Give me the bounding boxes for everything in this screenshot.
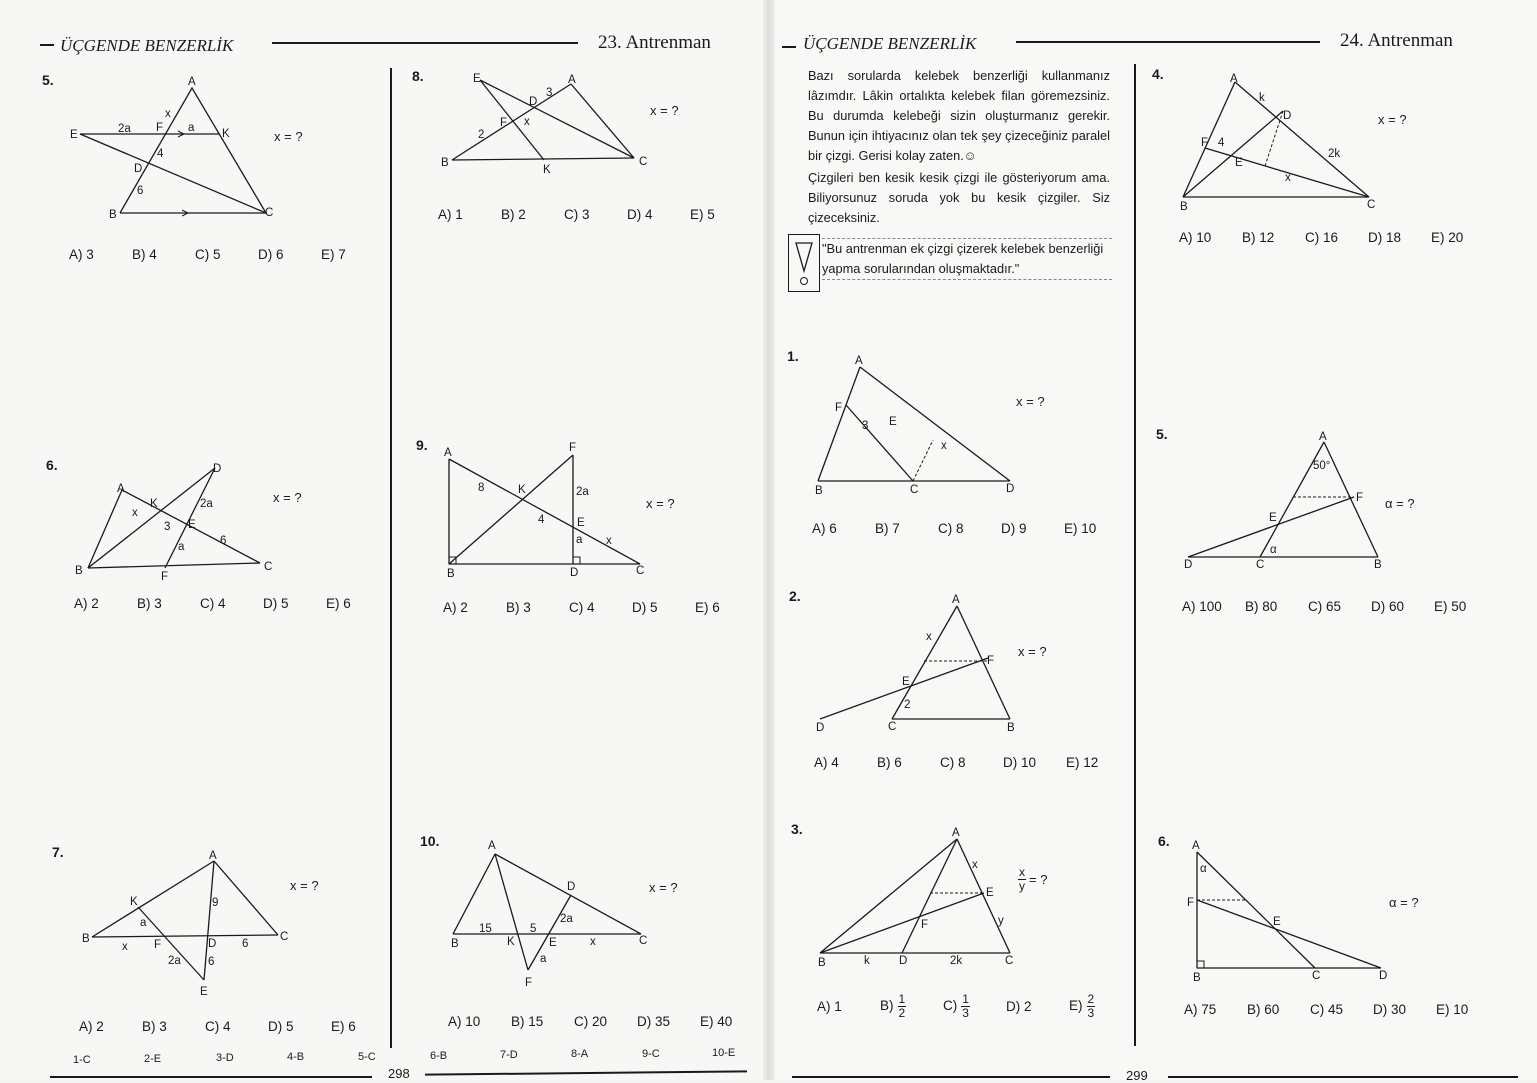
q9-label: a	[576, 534, 583, 546]
option-b[interactable]: B) 3	[137, 596, 162, 611]
q7-label: B	[82, 933, 90, 945]
q9-label: 4	[538, 514, 545, 526]
q10-label: C	[639, 935, 648, 947]
r-q1-label: A	[855, 355, 863, 367]
r-q3-label: E	[986, 887, 994, 899]
option-b[interactable]: B) $\frac{1}{2}$	[880, 992, 906, 1020]
q5-options	[69, 247, 361, 262]
q6-label: F	[161, 571, 169, 583]
option-d[interactable]: D) 4	[627, 207, 653, 222]
q10-label: B	[451, 938, 459, 950]
r-q3-options	[817, 993, 1119, 1020]
option-d[interactable]: D) 2	[1006, 999, 1032, 1014]
question-number: 4.	[1152, 66, 1164, 82]
q7-label: 9	[212, 897, 219, 909]
r-q4-label: A	[1230, 73, 1238, 85]
footer-rule	[792, 1076, 1110, 1078]
question-number: 5.	[42, 72, 54, 88]
option-e[interactable]: E) 50	[1434, 599, 1467, 614]
q9-label: F	[569, 442, 577, 454]
option-d[interactable]: D) 18	[1368, 230, 1402, 245]
q9-label: C	[636, 565, 645, 577]
option-e[interactable]: E) 5	[690, 207, 715, 222]
r-q6-label: F	[1187, 897, 1195, 909]
q5-ask: x = ?	[274, 129, 303, 144]
r-q3-label: y	[998, 915, 1004, 927]
footer-rule	[50, 1076, 372, 1078]
r-q6-label: A	[1192, 840, 1200, 852]
q5-label: x	[165, 108, 171, 120]
r-q4-label: C	[1367, 199, 1376, 211]
r-q5-ask: α = ?	[1385, 496, 1415, 511]
q7-label: 6	[208, 956, 215, 968]
note-callout	[788, 234, 1110, 292]
q7-label: D	[208, 938, 217, 950]
option-b[interactable]: B) 12	[1242, 230, 1275, 245]
q5-label: D	[134, 163, 143, 175]
intro-text	[808, 66, 1110, 230]
question-number: 6.	[46, 457, 58, 473]
footer-rule	[1168, 1076, 1518, 1078]
option-a[interactable]: A) 1	[817, 999, 842, 1014]
option-e[interactable]: E) 6	[695, 600, 720, 615]
q10-options	[448, 1014, 740, 1029]
header-dash-left	[782, 46, 796, 48]
q8-label: x	[524, 116, 530, 128]
answer-key-item: 10-E	[712, 1047, 736, 1059]
intro-paragraph: Bazı sorularda kelebek benzerliği kullanmanız lâzımdır. Lâkin ortalıkta kelebek filan göremezsiniz. Bu durumda kelebeği sizin oluşturmanız gerekir. Bunun için ihtiyacınız olan tek şey çizeceğiniz paralel bir çizgi. Gerisi kolay zaten.☺	[808, 68, 1110, 163]
r-q4-label: k	[1259, 92, 1265, 104]
page-number: 299	[1126, 1068, 1148, 1083]
q6-options	[74, 596, 366, 611]
r-q3-label: k	[864, 955, 870, 967]
r-q6-ask: α = ?	[1389, 895, 1419, 910]
r-q2-options	[814, 755, 1106, 770]
option-b[interactable]: B) 15	[511, 1014, 544, 1029]
r-q4-label: D	[1283, 110, 1292, 122]
r-q2-label: 2	[904, 699, 911, 711]
q6-label: x	[132, 507, 138, 519]
q6-label: a	[178, 541, 185, 553]
question-number: 6.	[1158, 833, 1170, 849]
r-q5-figure	[1180, 430, 1460, 580]
r-q3-ask-tail: = ?	[1029, 872, 1048, 887]
q6-label: 2a	[200, 498, 213, 510]
page-number: 298	[388, 1066, 410, 1081]
r-q1-label: D	[1006, 483, 1015, 495]
r-q5-label: C	[1256, 559, 1265, 571]
option-d[interactable]: D) 9	[1001, 521, 1027, 536]
r-q5-label: A	[1319, 431, 1327, 443]
header-dash-left	[40, 44, 54, 46]
q10-label: x	[590, 936, 596, 948]
q9-label: A	[444, 447, 452, 459]
intro-paragraph: Çizgileri ben kesik kesik çizgi ile gösteriyorum ama. Biliyorsunuz soruda yok bu kesik çizgiler. Siz çizeceksiniz.	[808, 170, 1110, 225]
q9-figure	[440, 440, 730, 590]
q10-figure	[445, 840, 735, 990]
q10-label: D	[567, 881, 576, 893]
q10-label: 15	[479, 923, 492, 935]
q6-ask: x = ?	[273, 490, 302, 505]
r-q1-options	[812, 521, 1104, 536]
q8-label: F	[500, 117, 508, 129]
r-q2-label: x	[926, 631, 932, 643]
r-q2-label: B	[1007, 722, 1015, 734]
q5-label: B	[109, 209, 117, 221]
q7-label: K	[130, 896, 138, 908]
option-c[interactable]: C) 20	[574, 1014, 608, 1029]
q6-label: 3	[164, 521, 171, 533]
question-number: 7.	[52, 844, 64, 860]
r-q5-label: B	[1374, 559, 1382, 571]
left-header-rule	[272, 42, 578, 44]
option-e[interactable]: E) 10	[1064, 521, 1097, 536]
option-d[interactable]: D) 5	[632, 600, 658, 615]
option-c[interactable]: C) 4	[200, 596, 226, 611]
answer-key-item: 8-A	[571, 1048, 589, 1060]
q8-label: C	[639, 156, 648, 168]
option-d[interactable]: D) 5	[268, 1019, 294, 1034]
r-q4-label: F	[1201, 137, 1209, 149]
option-b[interactable]: B) 3	[506, 600, 531, 615]
option-b[interactable]: B) 4	[132, 247, 157, 262]
r-q1-label: F	[835, 402, 843, 414]
q8-ask: x = ?	[650, 103, 679, 118]
q9-label: x	[606, 535, 612, 547]
option-b[interactable]: B) 80	[1245, 599, 1278, 614]
option-c[interactable]: C) 65	[1308, 599, 1342, 614]
q6-label: B	[75, 565, 83, 577]
r-q1-label: E	[889, 416, 897, 428]
q6-label: E	[188, 519, 196, 531]
q5-label: E	[70, 129, 78, 141]
option-a[interactable]: A) 10	[448, 1014, 481, 1029]
option-d[interactable]: D) 5	[263, 596, 289, 611]
answer-key-item: 5-C	[358, 1051, 376, 1063]
question-number: 5.	[1156, 426, 1168, 442]
r-q2-ask: x = ?	[1018, 644, 1047, 659]
q9-label: E	[577, 517, 585, 529]
option-b[interactable]: B) 3	[142, 1019, 167, 1034]
right-header-training: 24. Antrenman	[1340, 30, 1453, 51]
right-column-divider	[1134, 64, 1136, 1046]
q5-label: 4	[157, 148, 164, 160]
book-spine	[763, 0, 775, 1080]
answer-key-item: 9-C	[642, 1048, 660, 1060]
option-c[interactable]: C) $\frac{1}{3}$	[943, 992, 969, 1020]
r-q4-label: B	[1180, 201, 1188, 213]
q9-label: B	[447, 568, 455, 580]
option-e[interactable]: E) 7	[321, 247, 346, 262]
q9-label: K	[518, 484, 526, 496]
q5-label: a	[188, 122, 195, 134]
q7-label: x	[122, 941, 128, 953]
r-q3-label: B	[818, 957, 826, 969]
q8-label: A	[568, 74, 576, 86]
option-a[interactable]: A) 2	[79, 1019, 104, 1034]
q5-label: 6	[137, 185, 144, 197]
r-q3-ask-denominator: y	[1019, 879, 1025, 893]
q5-label: A	[188, 76, 196, 88]
right-header-rule	[1016, 41, 1320, 43]
option-a[interactable]: A) 2	[74, 596, 99, 611]
option-b[interactable]: B) 2	[501, 207, 526, 222]
option-c[interactable]: C) 45	[1310, 1002, 1344, 1017]
option-a[interactable]: A) 75	[1184, 1002, 1217, 1017]
answer-key-item: 7-D	[500, 1049, 518, 1061]
r-q1-label: B	[815, 485, 823, 497]
option-e[interactable]: E) 40	[700, 1014, 733, 1029]
option-a[interactable]: A) 10	[1179, 230, 1212, 245]
option-e[interactable]: E) 6	[326, 596, 351, 611]
r-q6-label: C	[1312, 970, 1321, 982]
q8-options	[438, 207, 730, 222]
r-q1-label: C	[910, 484, 919, 496]
q8-label: 3	[546, 87, 553, 99]
q7-options	[79, 1019, 371, 1034]
r-q4-label: 2k	[1328, 148, 1341, 160]
q9-options	[443, 600, 735, 615]
q9-label: 8	[478, 482, 485, 494]
r-q3-label: x	[972, 859, 978, 871]
r-q5-label: F	[1356, 492, 1364, 504]
q10-ask: x = ?	[649, 880, 678, 895]
r-q6-figure	[1185, 838, 1465, 988]
r-q6-label: α	[1200, 863, 1207, 875]
r-q1-label: 3	[862, 420, 869, 432]
answer-key-item: 1-C	[73, 1054, 91, 1066]
q10-label: a	[540, 953, 547, 965]
q6-label: K	[150, 498, 158, 510]
option-b[interactable]: B) 7	[875, 521, 900, 536]
r-q5-label: 50°	[1313, 460, 1331, 472]
note-text: "Bu antrenman ek çizgi çizerek kelebek benzerliği yapma sorularından oluşmaktadır."	[822, 238, 1112, 280]
r-q4-figure	[1175, 70, 1455, 220]
q7-ask: x = ?	[290, 878, 319, 893]
q7-label: F	[154, 939, 162, 951]
r-q3-ask	[1018, 866, 1047, 893]
option-e[interactable]: E) 6	[331, 1019, 356, 1034]
option-d[interactable]: D) 35	[637, 1014, 671, 1029]
q8-figure	[440, 72, 730, 182]
q6-label: A	[117, 483, 125, 495]
option-d[interactable]: D) 30	[1373, 1002, 1407, 1017]
q5-label: K	[222, 128, 230, 140]
r-q2-label: D	[816, 722, 825, 734]
r-q6-label: B	[1193, 972, 1201, 984]
option-e[interactable]: E) 10	[1436, 1002, 1469, 1017]
left-header-title: ÜÇGENDE BENZERLİK	[60, 36, 234, 55]
q6-label: C	[264, 561, 273, 573]
q9-label: 2a	[576, 486, 589, 498]
r-q2-label: C	[888, 721, 897, 733]
left-header-training: 23. Antrenman	[598, 32, 711, 53]
question-number: 3.	[791, 821, 803, 837]
q10-label: 2a	[560, 913, 573, 925]
q10-label: K	[507, 936, 515, 948]
r-q1-ask: x = ?	[1016, 394, 1045, 409]
q7-figure	[80, 850, 360, 1000]
r-q4-label: 4	[1218, 137, 1225, 149]
option-a[interactable]: A) 100	[1182, 599, 1222, 614]
option-c[interactable]: C) 16	[1305, 230, 1339, 245]
r-q6-options	[1184, 1002, 1476, 1017]
q7-label: E	[200, 986, 208, 998]
q8-label: K	[543, 164, 551, 176]
q7-label: 2a	[168, 955, 181, 967]
q8-label: 2	[478, 129, 485, 141]
q6-label: 6	[220, 535, 227, 547]
r-q2-figure	[812, 594, 1092, 744]
q7-label: A	[209, 850, 217, 862]
q6-label: D	[213, 463, 222, 475]
q8-label: E	[473, 73, 481, 85]
option-d[interactable]: D) 60	[1371, 599, 1405, 614]
q10-label: 5	[530, 923, 537, 935]
option-d[interactable]: D) 6	[258, 247, 284, 262]
option-b[interactable]: B) 60	[1247, 1002, 1280, 1017]
q7-label: a	[140, 917, 147, 929]
q9-ask: x = ?	[646, 496, 675, 511]
q7-label: C	[280, 931, 289, 943]
q5-label: F	[156, 122, 164, 134]
r-q3-ask-numerator: x	[1019, 865, 1025, 879]
q5-figure	[60, 75, 340, 225]
answer-key-item: 2-E	[144, 1053, 162, 1065]
r-q2-label: F	[987, 655, 995, 667]
answer-key-item: 4-B	[287, 1051, 305, 1063]
q9-label: D	[570, 567, 579, 579]
q8-label: B	[441, 157, 449, 169]
r-q3-label: C	[1005, 955, 1014, 967]
option-e[interactable]: E) 12	[1066, 755, 1099, 770]
r-q3-figure	[812, 826, 1102, 976]
q6-figure	[70, 460, 350, 590]
q5-label: C	[265, 207, 274, 219]
r-q5-label: D	[1184, 559, 1193, 571]
option-e[interactable]: E) 20	[1431, 230, 1464, 245]
r-q6-label: D	[1379, 970, 1388, 982]
option-a[interactable]: A) 1	[438, 207, 463, 222]
option-a[interactable]: A) 6	[812, 521, 837, 536]
option-c[interactable]: C) 8	[938, 521, 964, 536]
r-q4-ask: x = ?	[1378, 112, 1407, 127]
left-column-divider	[390, 68, 392, 1048]
r-q4-label: x	[1285, 172, 1291, 184]
option-a[interactable]: A) 3	[69, 247, 94, 262]
option-a[interactable]: A) 4	[814, 755, 839, 770]
r-q3-label: A	[952, 827, 960, 839]
question-number: 1.	[787, 348, 799, 364]
option-c[interactable]: C) 5	[195, 247, 221, 262]
r-q3-label: F	[921, 919, 929, 931]
question-number: 2.	[789, 588, 801, 604]
exclamation-icon	[788, 234, 820, 292]
q5-label: 2a	[118, 123, 131, 135]
r-q6-label: E	[1273, 916, 1281, 928]
r-q1-figure	[810, 355, 1090, 505]
question-number: 9.	[416, 437, 428, 453]
q10-label: E	[549, 937, 557, 949]
r-q3-label: D	[899, 955, 908, 967]
r-q1-label: x	[941, 440, 947, 452]
option-a[interactable]: A) 2	[443, 600, 468, 615]
r-q5-options	[1182, 599, 1474, 614]
q8-label: D	[529, 96, 538, 108]
option-c[interactable]: C) 8	[940, 755, 966, 770]
q10-label: F	[525, 977, 533, 989]
option-e[interactable]: E) $\frac{2}{3}$	[1069, 992, 1095, 1020]
r-q5-label: E	[1269, 512, 1277, 524]
r-q4-label: E	[1235, 157, 1243, 169]
q10-label: A	[488, 840, 496, 852]
option-b[interactable]: B) 6	[877, 755, 902, 770]
answer-key-item: 3-D	[216, 1052, 234, 1064]
r-q3-label: 2k	[950, 955, 963, 967]
option-c[interactable]: C) 4	[569, 600, 595, 615]
r-q2-label: A	[952, 594, 960, 606]
q7-label: 6	[242, 938, 249, 950]
option-c[interactable]: C) 4	[205, 1019, 231, 1034]
right-header-title: ÜÇGENDE BENZERLİK	[803, 34, 977, 53]
r-q5-label: α	[1270, 544, 1277, 556]
option-c[interactable]: C) 3	[564, 207, 590, 222]
answer-key-item: 6-B	[430, 1050, 448, 1062]
r-q4-options	[1179, 230, 1471, 245]
question-number: 10.	[420, 833, 440, 849]
option-d[interactable]: D) 10	[1003, 755, 1037, 770]
r-q2-label: E	[902, 676, 910, 688]
question-number: 8.	[412, 68, 424, 84]
